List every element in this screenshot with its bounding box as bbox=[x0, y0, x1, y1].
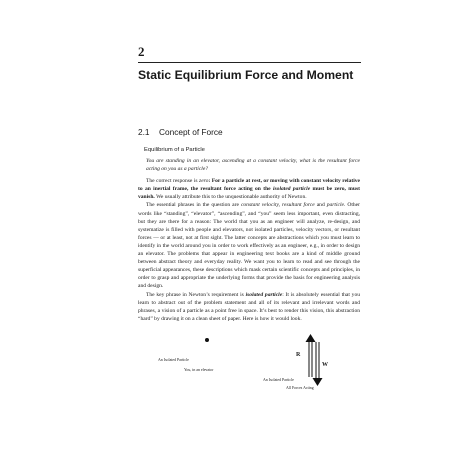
right-caption-2: All Forces Acting bbox=[286, 386, 314, 390]
p2-a: The essential phrases in the question are bbox=[146, 202, 241, 209]
answer-lead: The correct response is bbox=[146, 178, 200, 185]
section-title: Concept of Force bbox=[159, 127, 223, 137]
p3-a: The key phrase in Newton’s requirement is bbox=[146, 291, 246, 298]
left-caption-1: An Isolated Particle bbox=[158, 358, 189, 362]
chapter-rule bbox=[138, 62, 361, 63]
subsection-heading: Equilibrium of a Particle bbox=[144, 147, 205, 153]
p2-i1: constant velocity, resultant force bbox=[240, 202, 315, 209]
p2-c: . Other words like “standing”, “elevator”, “ascending”, and “you” seem less important, even distracting, but they are there for a reason: The world that you as an engineer will analyze, re-design, and systematize is filled with people and elevators, not isolated particles, velocity vectors, or resultant forces — or at least, not at first sight. The latter concepts are abstractions which you must learn to identify in the world around you in order to work effectively as an engineer, e.g., in order to design an elevator. The problems that appear in engineering text books are a kind of middle ground between abstract theory and everyday reality. We want you to learn to read and see through the superficial appearances, these descriptions which mask certain scientific concepts and principles, in order to grasp and appropriate the underlying forms that provide the basis for engineering analysis and design. bbox=[138, 202, 360, 290]
answer-tail: We usually attribute this to the unquestionable authority of Newton. bbox=[154, 194, 307, 201]
left-particle-dot bbox=[205, 338, 209, 342]
question-text: You are standing in an elevator, ascending at a constant velocity, what is the resultant force acting on you as a particle? bbox=[146, 158, 360, 173]
particle-figures bbox=[138, 330, 368, 400]
answer-bold-b: must be zero, must vanish. bbox=[138, 186, 360, 201]
force-arrow-down bbox=[313, 342, 323, 386]
body-text bbox=[138, 157, 360, 323]
p3-b: : It is absolutely essential that you learn to abstract out of the problem statement and all of its relevant and irrelevant words and phrases, a vision of a particle as a point free in space. It’s best to render this vision, this abstraction “hard” by drawing it on a clean sheet of paper. Here is how it would look. bbox=[138, 291, 360, 322]
left-caption-2: You, in an elevator bbox=[184, 368, 214, 372]
answer-zero: zero bbox=[199, 178, 209, 185]
p3-bi: isolated particle bbox=[245, 291, 283, 298]
p2-b: and bbox=[314, 202, 327, 209]
answer-bold-a: : For a particle at rest, or moving with constant velocity relative to an inertial frame, the resultant force acting on the bbox=[138, 178, 360, 193]
section-heading bbox=[138, 127, 223, 137]
chapter-number: 2 bbox=[138, 44, 145, 59]
chapter-title: Static Equilibrium Force and Moment bbox=[138, 68, 354, 82]
force-label-w: W bbox=[322, 362, 328, 368]
figure-drawing bbox=[138, 330, 368, 400]
answer-bold-italic: isolated particle bbox=[272, 186, 311, 193]
section-number: 2.1 bbox=[138, 127, 150, 137]
paragraph-essential-phrases bbox=[138, 201, 360, 290]
force-arrow-up bbox=[306, 334, 316, 377]
paragraph-answer bbox=[138, 177, 360, 201]
force-label-r: R bbox=[296, 352, 301, 358]
paragraph-key-phrase bbox=[138, 291, 360, 323]
right-caption-1: An Isolated Particle bbox=[263, 378, 294, 382]
p2-i2: particle bbox=[326, 202, 344, 209]
